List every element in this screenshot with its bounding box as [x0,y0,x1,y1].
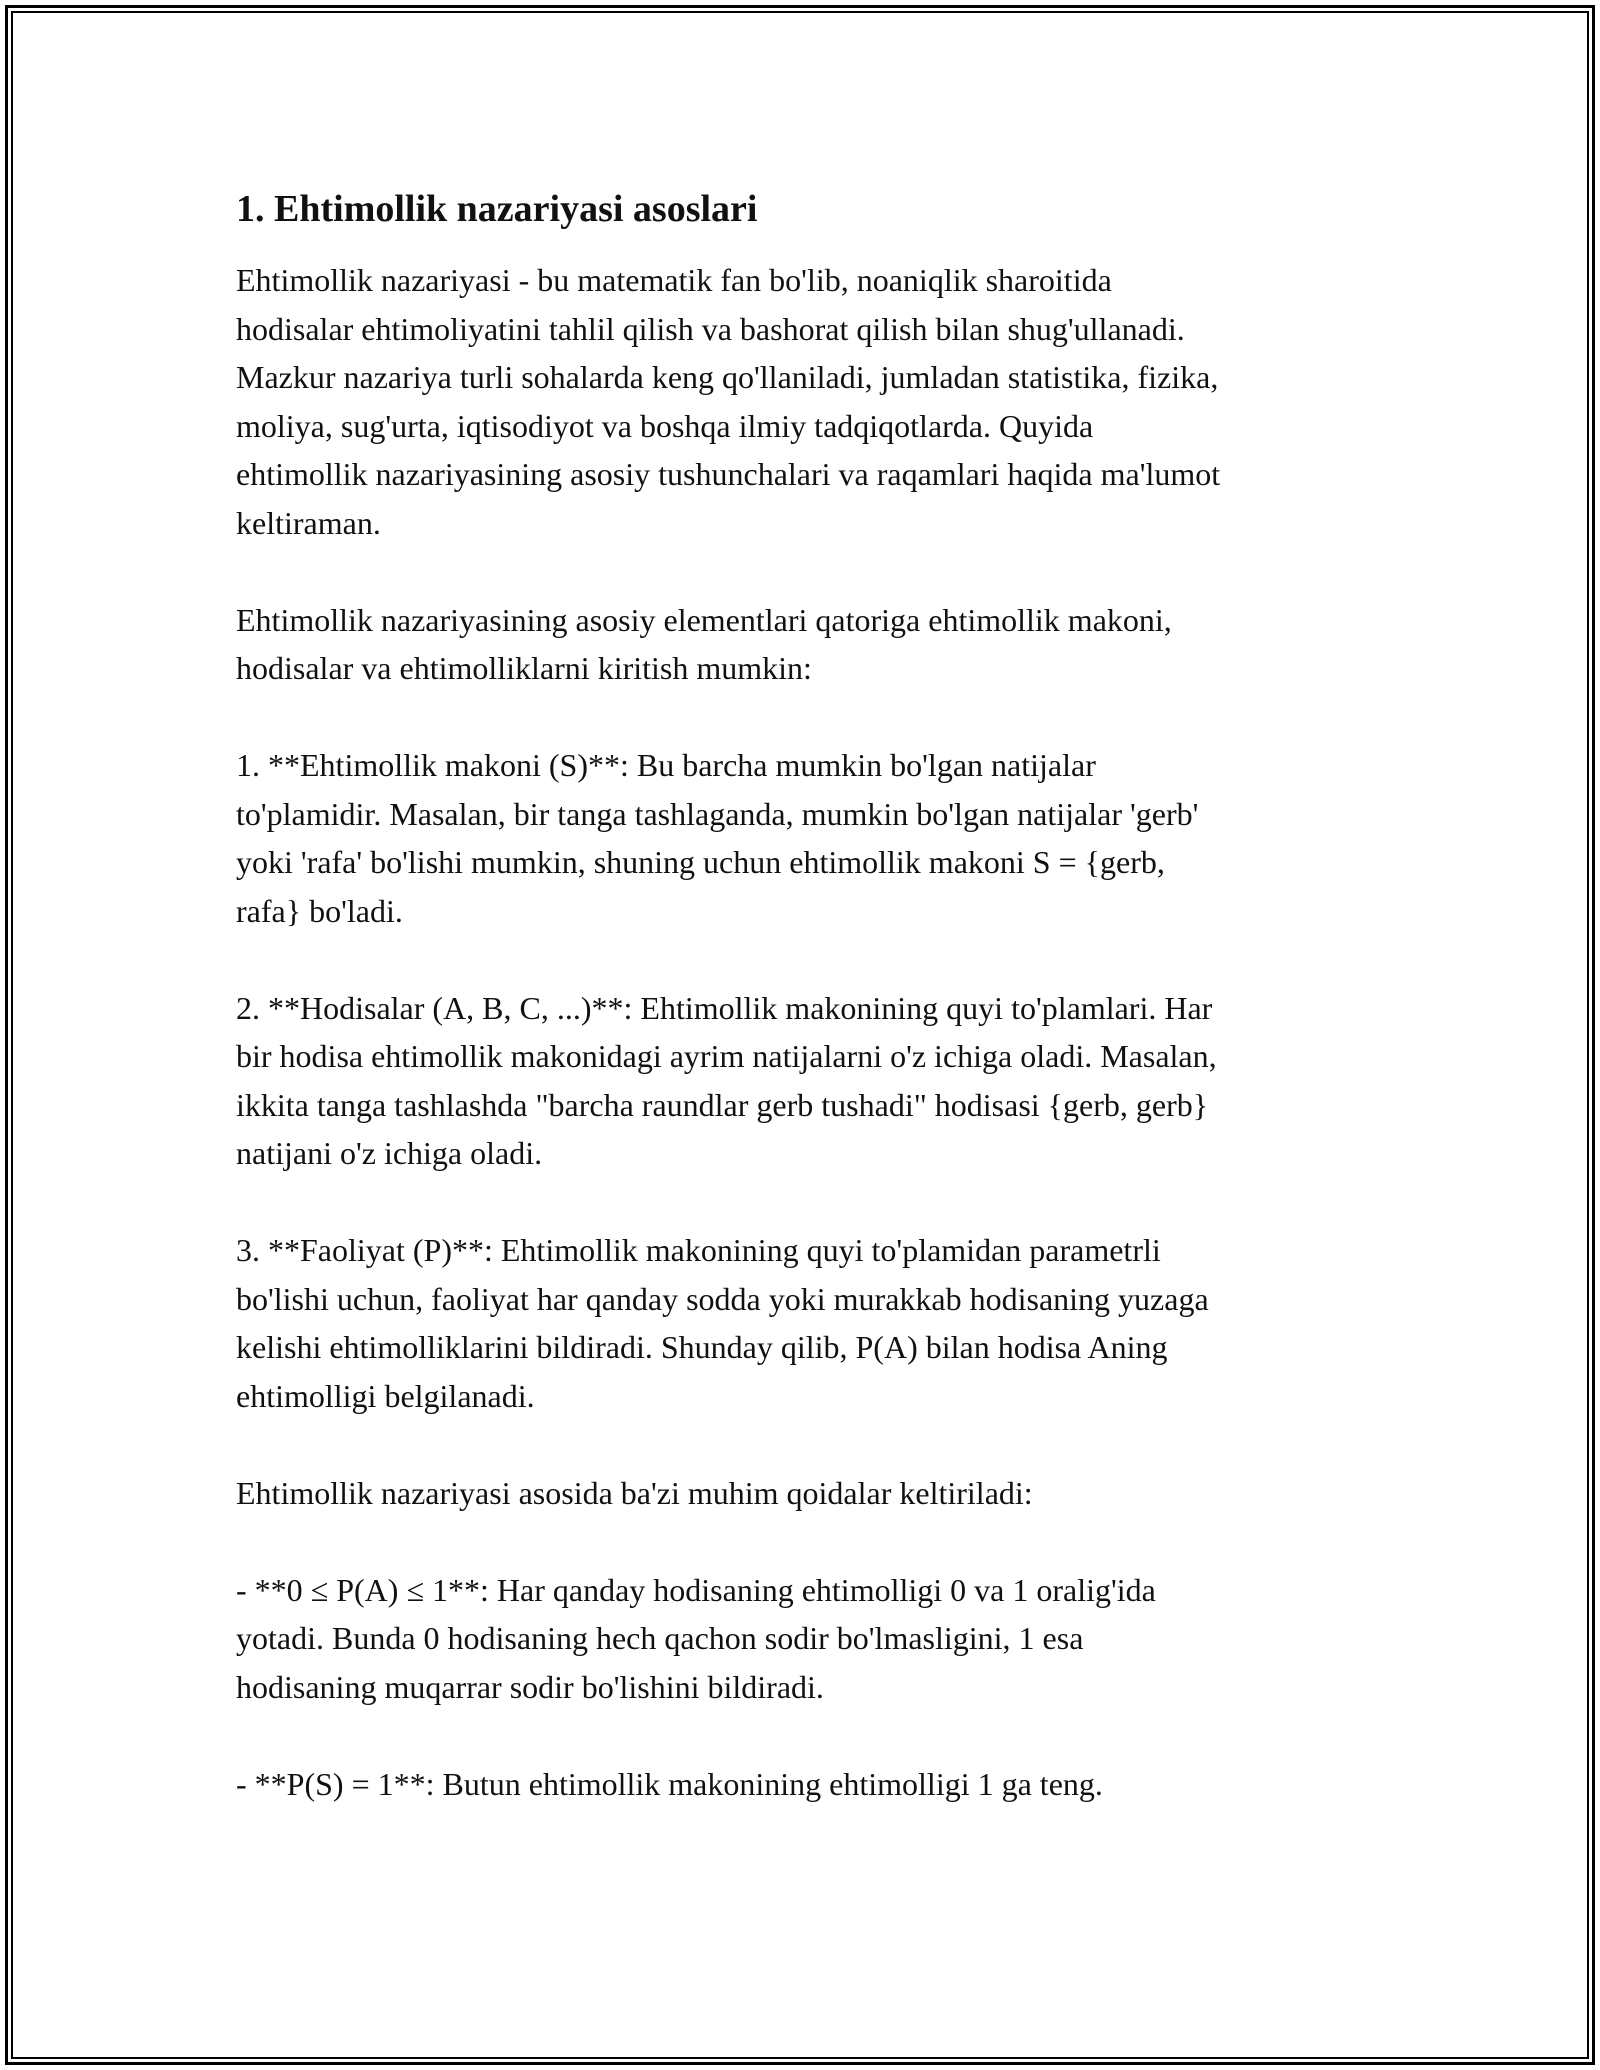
paragraph-elements: Ehtimollik nazariyasining asosiy elementlari qatoriga ehtimollik makoni, hodisalar va ehtimolliklarni kiritish mumkin: [236,601,1172,686]
section-title: 1. Ehtimollik nazariyasi asoslari [236,188,758,230]
paragraph-intro: Ehtimollik nazariyasi - bu matematik fan bo'lib, noaniqlik sharoitida hodisalar ehtimoliyatini tahlil qilish va bashorat qilish bilan shug'ullanadi. Mazkur nazariya turli sohalarda keng qo'llaniladi, jumladan statistika, fizika, moliya, sug'urta, iqtisodiyot va boshqa ilmiy tadqiqotlarda. Quyida ehtimollik nazariyasining asosiy tushunchalari va raqamlari haqida ma'lumot keltiraman. [236,262,1221,541]
paragraph-rule-certain: - **P(S) = 1**: Butun ehtimollik makonining ehtimolligi 1 ga teng. [236,1765,1103,1802]
paragraph-events: 2. **Hodisalar (A, B, C, ...)**: Ehtimollik makonining quyi to'plamlari. Har bir hodisa ehtimollik makonidagi ayrim natijalarni o'z ichiga oladi. Masalan, ikkita tanga tashlashda "barcha raundlar gerb tushadi" hodisasi {gerb, gerb} natijani o'z ichiga oladi. [236,989,1217,1171]
paragraph-probability-function: 3. **Faoliyat (P)**: Ehtimollik makonining quyi to'plamidan parametrli bo'lishi uchun, faoliyat har qanday sodda yoki murakkab hodisaning yuzaga kelishi ehtimolliklarini bildiradi. Shunday qilib, P(A) bilan hodisa Aning ehtimolligi belgilanadi. [236,1232,1209,1414]
paragraph-sample-space: 1. **Ehtimollik makoni (S)**: Bu barcha mumkin bo'lgan natijalar to'plamidir. Masalan, bir tanga tashlaganda, mumkin bo'lgan natijalar 'gerb' yoki 'rafa' bo'lishi mumkin, shuning uchun ehtimollik makoni S = {gerb, rafa} bo'ladi. [236,747,1199,929]
paragraph-rule-range: - **0 ≤ P(A) ≤ 1**: Har qanday hodisaning ehtimolligi 0 va 1 oralig'ida yotadi. Bunda 0 hodisaning hech qachon sodir bo'lmasligini, 1 esa hodisaning muqarrar sodir bo'lishini bildiradi. [236,1571,1156,1705]
document-body [236,186,1376,1857]
paragraph-rules-intro: Ehtimollik nazariyasi asosida ba'zi muhim qoidalar keltiriladi: [236,1474,1033,1511]
